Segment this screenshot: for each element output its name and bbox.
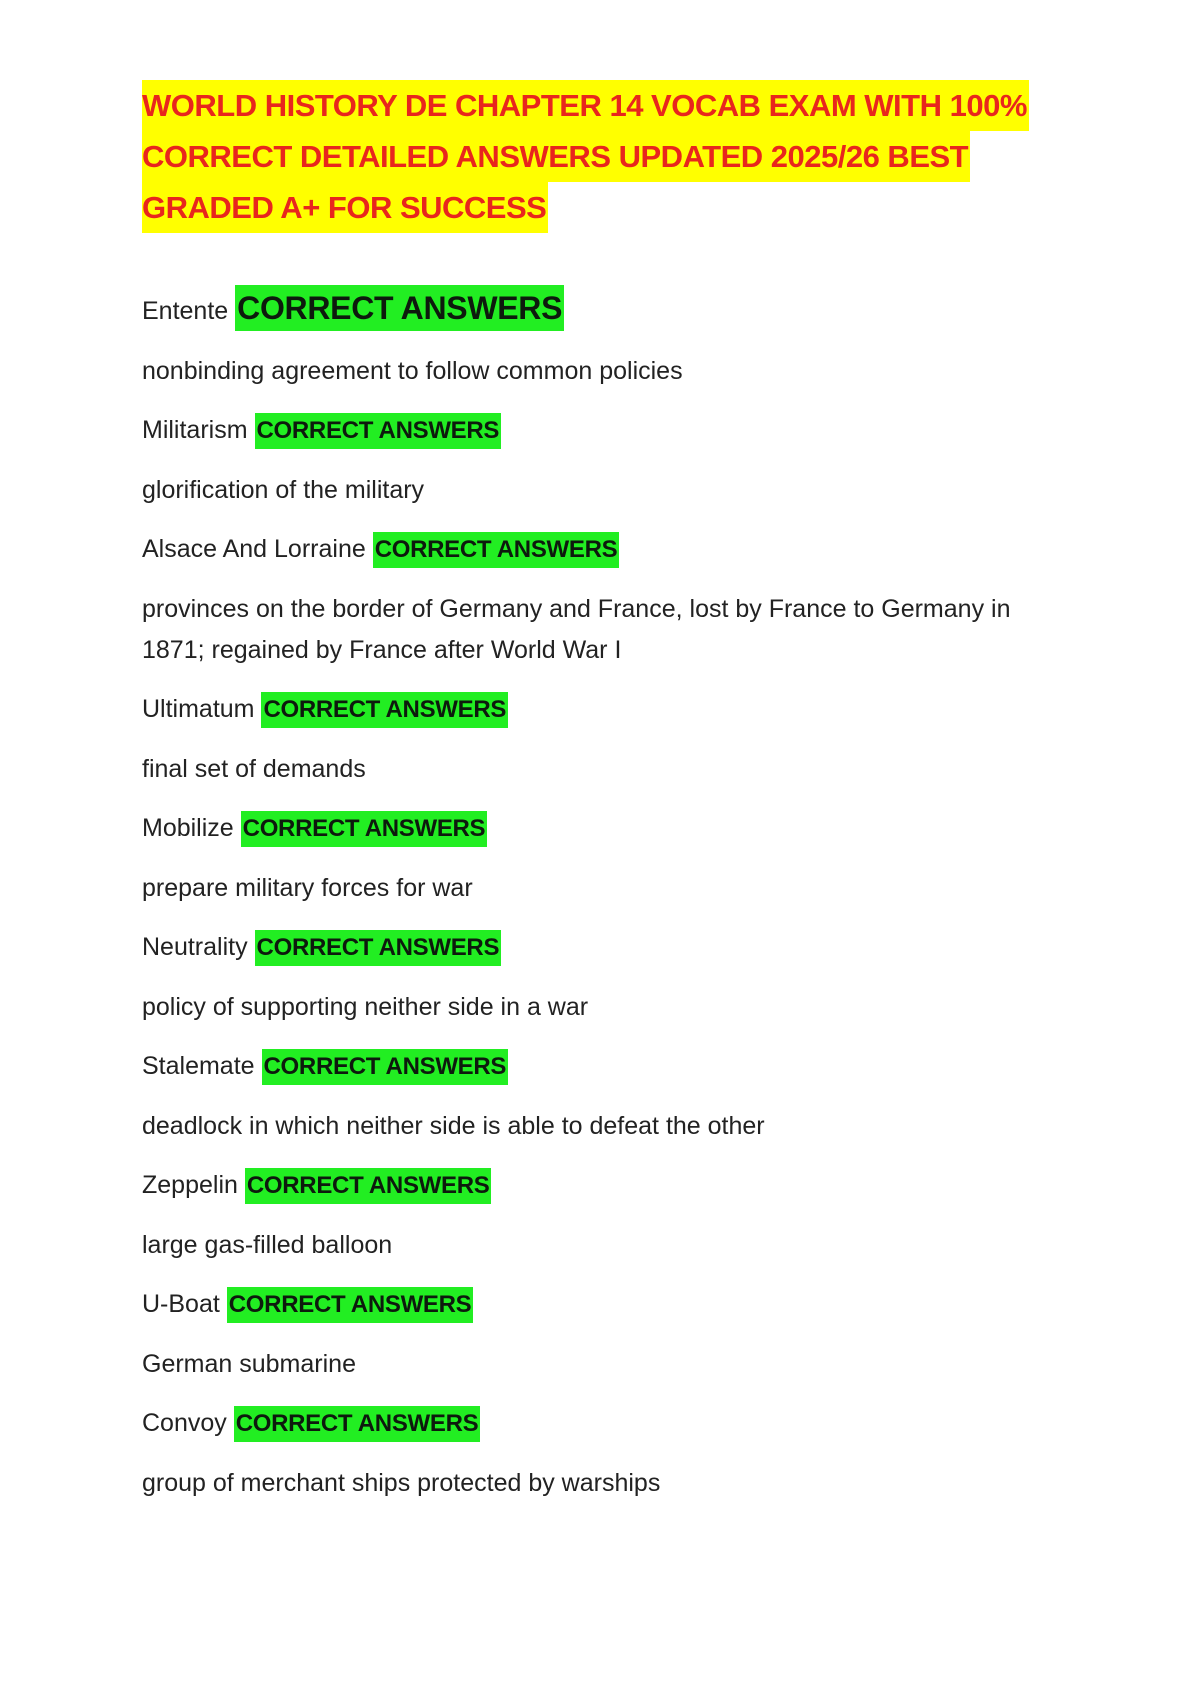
- term-label: Ultimatum: [142, 695, 255, 723]
- term-row: [142, 1403, 1042, 1443]
- document-title: [142, 80, 1042, 233]
- correct-answers-badge: CORRECT ANSWERS: [373, 532, 620, 568]
- correct-answers-badge: CORRECT ANSWERS: [261, 692, 508, 728]
- term-row: [142, 285, 1042, 331]
- term-definition: prepare military forces for war: [142, 874, 473, 902]
- term-row: [142, 689, 1042, 729]
- correct-answers-badge: CORRECT ANSWERS: [255, 413, 502, 449]
- term-label: U-Boat: [142, 1290, 220, 1318]
- term-definition: German submarine: [142, 1350, 356, 1378]
- correct-answers-badge: CORRECT ANSWERS: [262, 1049, 509, 1085]
- term-row: [142, 1284, 1042, 1324]
- term-label: Stalemate: [142, 1052, 255, 1080]
- term-definition: policy of supporting neither side in a war: [142, 993, 589, 1021]
- term-label: Entente: [142, 297, 229, 325]
- term-row: [142, 808, 1042, 848]
- correct-answers-badge: CORRECT ANSWERS: [227, 1287, 474, 1323]
- term-row: [142, 529, 1042, 569]
- correct-answers-badge: CORRECT ANSWERS: [245, 1168, 492, 1204]
- term-definition: provinces on the border of Germany and France, lost by France to Germany in 1871; regained by France after World War I: [142, 595, 1011, 664]
- term-label: Mobilize: [142, 814, 234, 842]
- title-line: WORLD HISTORY DE CHAPTER 14 VOCAB EXAM WITH 100%: [142, 80, 1029, 131]
- title-line: CORRECT DETAILED ANSWERS UPDATED 2025/26 BEST: [142, 131, 970, 182]
- term-definition: glorification of the military: [142, 476, 425, 504]
- term-definition: large gas-filled balloon: [142, 1231, 393, 1259]
- term-label: Zeppelin: [142, 1171, 238, 1199]
- term-label: Alsace And Lorraine: [142, 535, 366, 563]
- term-row: [142, 1165, 1042, 1205]
- vocab-list: [142, 285, 1042, 1504]
- correct-answers-badge: CORRECT ANSWERS: [255, 930, 502, 966]
- term-definition: group of merchant ships protected by warships: [142, 1469, 661, 1497]
- term-definition: final set of demands: [142, 755, 366, 783]
- term-row: [142, 927, 1042, 967]
- term-row: [142, 410, 1042, 450]
- correct-answers-badge: CORRECT ANSWERS: [234, 1406, 481, 1442]
- correct-answers-badge: CORRECT ANSWERS: [235, 285, 564, 331]
- term-label: Convoy: [142, 1409, 227, 1437]
- correct-answers-badge: CORRECT ANSWERS: [241, 811, 488, 847]
- term-row: [142, 1046, 1042, 1086]
- term-definition: nonbinding agreement to follow common policies: [142, 357, 683, 385]
- term-label: Militarism: [142, 416, 248, 444]
- term-definition: deadlock in which neither side is able to defeat the other: [142, 1112, 765, 1140]
- document-body: [142, 80, 1042, 1522]
- term-label: Neutrality: [142, 933, 248, 961]
- title-line: GRADED A+ FOR SUCCESS: [142, 182, 548, 233]
